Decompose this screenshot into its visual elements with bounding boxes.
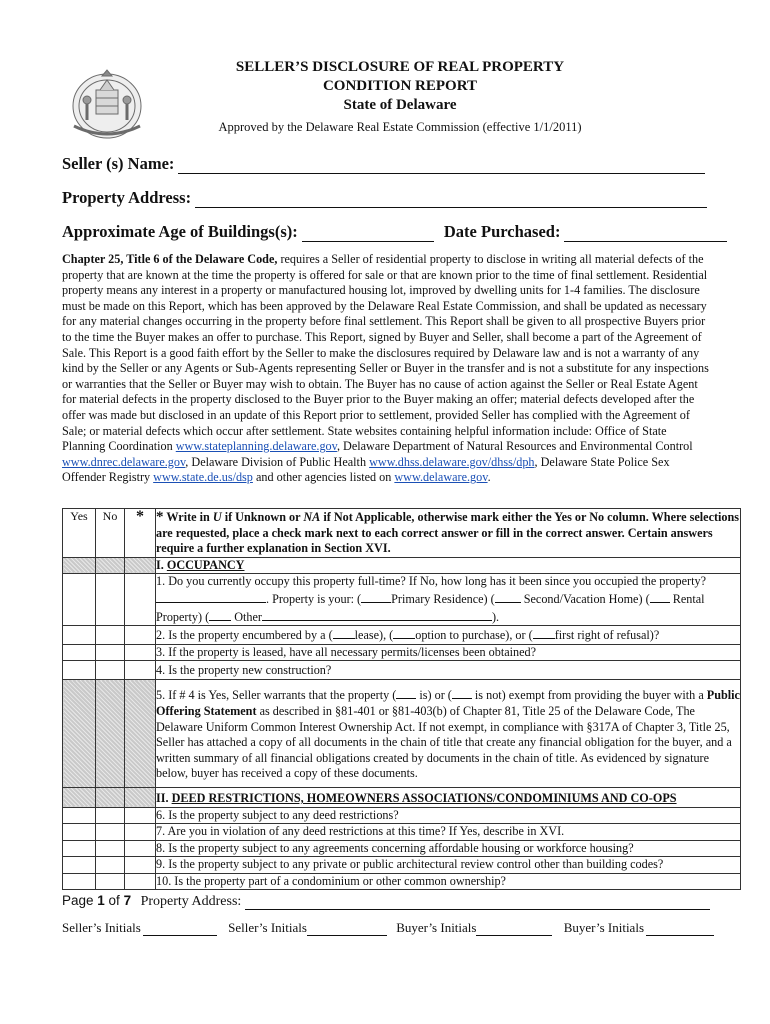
question-text: 5. If # 4 is Yes, Seller warrants that the property ( bbox=[156, 688, 397, 703]
lease-check[interactable] bbox=[333, 626, 355, 639]
disclosure-table bbox=[62, 508, 741, 890]
title-line-2: CONDITION REPORT bbox=[322, 78, 478, 94]
star-cell[interactable] bbox=[125, 644, 156, 661]
instructions-star: * bbox=[156, 509, 164, 525]
shaded-cell bbox=[96, 680, 125, 788]
question-text: option to purchase), or ( bbox=[415, 628, 533, 643]
instructions-na: NA bbox=[303, 510, 321, 524]
intro-paragraph bbox=[62, 252, 712, 486]
intro-text: . bbox=[487, 470, 491, 485]
approx-age-label: Approximate Age of Buildings(s): bbox=[62, 222, 298, 241]
no-checkbox[interactable] bbox=[96, 873, 125, 890]
link-dnrec[interactable]: www.dnrec.delaware.gov bbox=[62, 454, 186, 469]
seller-initials-label-2: Seller’s Initials bbox=[228, 920, 307, 935]
property-address-field[interactable] bbox=[195, 191, 707, 208]
delaware-state-seal-icon bbox=[62, 66, 152, 142]
buyer-initials-field-2[interactable] bbox=[646, 922, 714, 936]
link-delaware-gov[interactable]: www.delaware.gov bbox=[394, 470, 488, 485]
yes-checkbox[interactable] bbox=[63, 661, 96, 680]
no-checkbox[interactable] bbox=[96, 857, 125, 874]
yes-checkbox[interactable] bbox=[63, 824, 96, 841]
seller-initials-field-2[interactable] bbox=[307, 922, 387, 936]
shaded-cell bbox=[96, 557, 125, 574]
age-date-row bbox=[62, 222, 727, 242]
question-row-10 bbox=[63, 873, 741, 890]
no-checkbox[interactable] bbox=[96, 626, 125, 645]
yes-checkbox[interactable] bbox=[63, 644, 96, 661]
intro-text: , Delaware State Police Sex Offender Registry bbox=[62, 454, 670, 485]
question-5 bbox=[156, 680, 741, 788]
question-row-5 bbox=[63, 680, 741, 788]
question-text: Other bbox=[231, 609, 262, 624]
question-row-8 bbox=[63, 840, 741, 857]
primary-residence-check[interactable] bbox=[361, 590, 391, 603]
question-6: 6. Is the property subject to any deed restrictions? bbox=[156, 807, 741, 824]
page-number: 1 bbox=[97, 893, 105, 908]
intro-text: , Delaware Department of Natural Resources and Environmental Control bbox=[336, 439, 693, 454]
question-row-7 bbox=[63, 824, 741, 841]
section-2-heading bbox=[156, 787, 741, 807]
intro-text: , Delaware Division of Public Health bbox=[185, 454, 370, 469]
yes-checkbox[interactable] bbox=[63, 840, 96, 857]
link-dhss[interactable]: www.dhss.delaware.gov/dhss/dph bbox=[369, 454, 535, 469]
section-number: I. bbox=[156, 557, 167, 572]
shaded-cell bbox=[63, 557, 96, 574]
yes-checkbox[interactable] bbox=[63, 626, 96, 645]
footer-page-row bbox=[62, 893, 710, 910]
question-text: Rental Property) ( bbox=[156, 591, 705, 624]
question-text: . Property is your: ( bbox=[266, 591, 362, 606]
col-no-header: No bbox=[96, 509, 125, 558]
shaded-cell bbox=[125, 680, 156, 788]
seller-name-label: Seller (s) Name: bbox=[62, 154, 175, 173]
initials-row bbox=[62, 920, 714, 936]
not-exempt-check[interactable] bbox=[452, 686, 472, 699]
exempt-check[interactable] bbox=[396, 686, 416, 699]
question-text: lease), ( bbox=[354, 628, 394, 643]
intro-lead: Chapter 25, Title 6 of the Delaware Code, bbox=[62, 252, 278, 266]
link-stateplanning[interactable]: www.stateplanning.delaware.gov bbox=[175, 439, 337, 454]
rental-check[interactable] bbox=[650, 590, 670, 603]
star-cell[interactable] bbox=[125, 824, 156, 841]
no-checkbox[interactable] bbox=[96, 824, 125, 841]
section-title: OCCUPANCY bbox=[166, 557, 245, 572]
intro-text: and other agencies listed on bbox=[252, 470, 395, 485]
page-word: Page bbox=[62, 893, 98, 908]
page-total: 7 bbox=[123, 893, 132, 908]
title-line-1: SELLER’S DISCLOSURE OF REAL PROPERTY bbox=[235, 59, 565, 75]
question-row-6 bbox=[63, 807, 741, 824]
question-3: 3. If the property is leased, have all necessary permits/licenses been obtained? bbox=[156, 644, 741, 661]
no-checkbox[interactable] bbox=[96, 644, 125, 661]
question-row-4 bbox=[63, 661, 741, 680]
question-9: 9. Is the property subject to any private or public architectural review control other than building codes? bbox=[156, 857, 741, 874]
star-cell[interactable] bbox=[125, 661, 156, 680]
date-purchased-label: Date Purchased: bbox=[443, 222, 561, 241]
question-bold-text: Public Offering Statement bbox=[156, 688, 740, 718]
property-address-row bbox=[62, 188, 707, 208]
other-description-field[interactable] bbox=[262, 608, 492, 621]
no-checkbox[interactable] bbox=[96, 807, 125, 824]
seller-initials-label-1: Seller’s Initials bbox=[62, 920, 141, 935]
option-check[interactable] bbox=[393, 626, 415, 639]
question-text: is not) exempt from providing the buyer with a bbox=[471, 688, 707, 703]
question-text: ). bbox=[491, 609, 500, 624]
yes-checkbox[interactable] bbox=[63, 574, 96, 626]
seller-name-row bbox=[62, 154, 705, 174]
intro-body: requires a Seller of residential property to disclose in writing all material defects of the property that are known at the time the property is offered for sale or that are known prior to the time of final settlement. Residential property means any interest in a property or manufactured housing lot, improved by dwelling units for 1-4 families. The disclosure must be made on this Report, which has been approved by the Delaware Real Estate Commission, and shall be updated as necessary for any material changes occurring in the property before final settlement. This Report shall be given to all prospective Buyers prior to the time the Buyer makes an offer to purchase. This Report, signed by Buyer and Seller, shall become a part of the Agreement of Sale. This Report is a good faith effort by the Seller to make the disclosures required by Delaware law and is not a warranty of any kind by the Seller or any Agents or Sub-Agents representing Seller or Buyer in the transfer and is not a substitute for any inspections or warranties that the Seller or Buyer may wish to obtain. The Buyer has no cause of action against the Seller or Real Estate Agent for material defects in the property disclosed to the Buyer prior to the Buyer making an offer; material defects developed after the offer was made but disclosed in an update of this Report prior to settlement, provided Seller has complied with the Agreement of Sale; or material defects which occur after settlement. State websites containing helpful information include: Office of State Planning Coordination bbox=[62, 252, 709, 454]
page-indicator bbox=[62, 893, 131, 908]
yes-checkbox[interactable] bbox=[63, 873, 96, 890]
instructions-text: if Unknown or bbox=[221, 510, 304, 524]
question-row-3 bbox=[63, 644, 741, 661]
question-text: Second/Vacation Home) ( bbox=[520, 591, 650, 606]
shaded-cell bbox=[125, 787, 156, 807]
instructions-text: Write in bbox=[163, 510, 213, 524]
star-cell[interactable] bbox=[125, 857, 156, 874]
star-cell[interactable] bbox=[125, 840, 156, 857]
section-title: DEED RESTRICTIONS, HOMEOWNERS ASSOCIATIONS/CONDOMINIUMS AND CO-OPS bbox=[171, 790, 677, 805]
question-text: 1. Do you currently occupy this property full-time? If No, how long has it been since you occupied the property? bbox=[156, 574, 706, 589]
approx-age-field[interactable] bbox=[302, 225, 434, 242]
link-state-police[interactable]: www.state.de.us/dsp bbox=[153, 470, 253, 485]
page-of: of bbox=[104, 893, 124, 908]
question-row-2 bbox=[63, 626, 741, 645]
question-8: 8. Is the property subject to any agreements concerning affordable housing or workforce housing? bbox=[156, 840, 741, 857]
question-10: 10. Is the property part of a condominium or other common ownership? bbox=[156, 873, 741, 890]
date-purchased-field[interactable] bbox=[564, 225, 727, 242]
question-4: 4. Is the property new construction? bbox=[156, 661, 741, 680]
question-1 bbox=[156, 574, 741, 626]
question-text: is) or ( bbox=[416, 688, 452, 703]
section-1-heading bbox=[156, 557, 741, 574]
star-cell[interactable] bbox=[125, 807, 156, 824]
star-cell[interactable] bbox=[125, 873, 156, 890]
no-checkbox[interactable] bbox=[96, 661, 125, 680]
question-text: first right of refusal)? bbox=[554, 628, 660, 643]
section-1-header-row bbox=[63, 557, 741, 574]
second-home-check[interactable] bbox=[495, 590, 521, 603]
first-right-check[interactable] bbox=[533, 626, 555, 639]
instructions-u: U bbox=[212, 510, 222, 524]
buyer-initials-label-1: Buyer’s Initials bbox=[396, 920, 477, 935]
shaded-cell bbox=[125, 557, 156, 574]
question-text: as described in §81-401 or §81-403(b) of Chapter 81, Title 25 of the Delaware Code, The Delaware Uniform Common Interest Ownership Act. If not exempt, in compliance with §317A of Chapter 3, Title 25, Seller has attached a copy of all documents in the chain of title that create any financial obligation for the buyer, and a written summary of all financial obligations created by documents in the chain of title. As evidenced by signature below, buyer has received a copy of these documents. bbox=[156, 703, 732, 781]
property-address-label: Property Address: bbox=[62, 188, 192, 207]
yes-checkbox[interactable] bbox=[63, 807, 96, 824]
col-yes-header: Yes bbox=[63, 509, 96, 558]
question-row-9 bbox=[63, 857, 741, 874]
instructions-text: if Not Applicable, otherwise mark either the Yes or No column. Where selections are requested, place a check mark next to each correct answer or fill in the correct answer. Certain answers require a further explanation in Section XVI. bbox=[156, 510, 740, 556]
seller-initials-field-1[interactable] bbox=[143, 922, 217, 936]
shaded-cell bbox=[63, 787, 96, 807]
question-2 bbox=[156, 626, 741, 645]
approval-note: Approved by the Delaware Real Estate Commission (effective 1/1/2011) bbox=[218, 120, 582, 134]
question-7: 7. Are you in violation of any deed restrictions at this time? If Yes, describe in XVI. bbox=[156, 824, 741, 841]
star-cell[interactable] bbox=[125, 626, 156, 645]
question-text: 2. Is the property encumbered by a ( bbox=[156, 628, 333, 643]
no-checkbox[interactable] bbox=[96, 840, 125, 857]
question-text: Primary Residence) ( bbox=[391, 591, 495, 606]
document-header bbox=[150, 58, 650, 136]
occupancy-duration-field[interactable] bbox=[156, 590, 266, 603]
yes-checkbox[interactable] bbox=[63, 857, 96, 874]
no-checkbox[interactable] bbox=[96, 574, 125, 626]
shaded-cell bbox=[96, 787, 125, 807]
section-2-header-row bbox=[63, 787, 741, 807]
section-number: II. bbox=[156, 790, 172, 805]
footer-property-address-label: Property Address: bbox=[140, 894, 242, 909]
title-state: State of Delaware bbox=[343, 97, 457, 113]
instructions-cell bbox=[156, 509, 741, 558]
footer-property-address-field[interactable] bbox=[245, 895, 710, 910]
table-header-row bbox=[63, 509, 741, 558]
other-check[interactable] bbox=[209, 608, 231, 621]
question-row-1 bbox=[63, 574, 741, 626]
buyer-initials-field-1[interactable] bbox=[476, 922, 552, 936]
star-cell[interactable] bbox=[125, 574, 156, 626]
seller-name-field[interactable] bbox=[178, 157, 705, 174]
col-star-header: * bbox=[125, 509, 156, 558]
buyer-initials-label-2: Buyer’s Initials bbox=[563, 920, 644, 935]
shaded-cell bbox=[63, 680, 96, 788]
